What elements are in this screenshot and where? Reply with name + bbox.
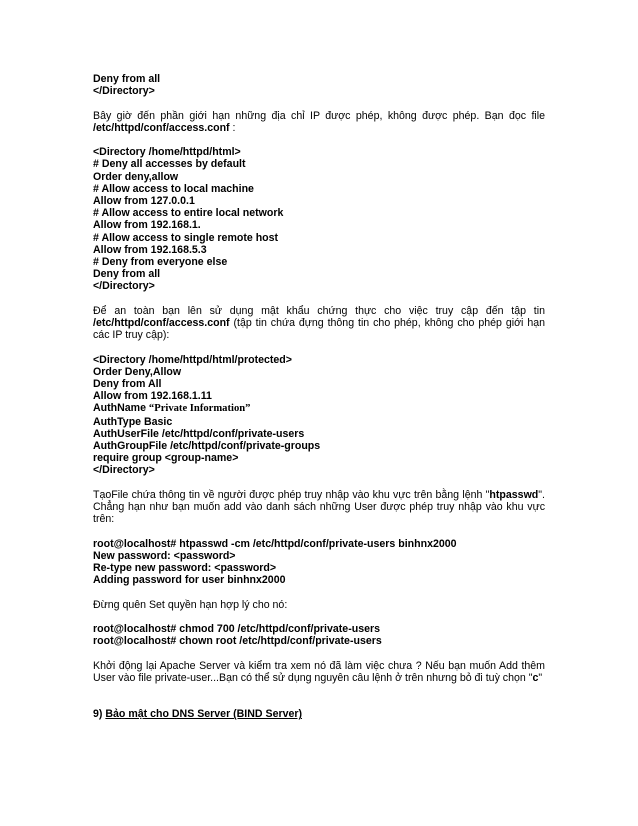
code-line: # Deny all accesses by default — [93, 158, 246, 171]
paragraph-text: Khởi động lại Apache Server và kiểm tra xem nó đã làm việc chưa ? Nếu bạn muốn Add thêm User vào file private-user...Bạn có thể sử dụng nguyên câu lệnh ở trên nhưng bỏ đi tuỳ chọn " — [93, 659, 545, 684]
section-heading — [93, 708, 545, 720]
code-line: </Directory> — [93, 464, 155, 477]
code-text: AuthName — [93, 402, 149, 415]
paragraph-text: Để an toàn bạn lên sử dụng mật khẩu chứng thực cho việc truy cập đến tập tin — [93, 304, 545, 317]
paragraph-suffix: (tập tin chứa đựng thông tin cho phép, không cho phép giới hạn các IP truy cập): — [93, 317, 545, 342]
config-block-2 — [93, 146, 545, 292]
option-flag: c — [532, 671, 539, 684]
command-block-permissions — [93, 623, 545, 647]
code-line: Allow from 192.168.5.3 — [93, 243, 207, 256]
code-line: Adding password for user binhnx2000 — [93, 574, 286, 587]
config-block-3 — [93, 354, 545, 477]
config-block-1 — [93, 73, 545, 97]
paragraph-text: TạoFile chứa thông tin về người được phép truy nhập vào khu vực trên bằng lệnh " — [93, 488, 490, 501]
code-line: Order Deny,Allow — [93, 365, 182, 378]
paragraph-password-auth — [93, 305, 545, 342]
code-line: AuthType Basic — [93, 415, 173, 428]
code-line: AuthGroupFile /etc/httpd/conf/private-groups — [93, 440, 321, 453]
paragraph-restart-apache — [93, 660, 545, 684]
code-line: Order deny,allow — [93, 170, 179, 183]
quoted-text: “Private Information” — [148, 403, 251, 415]
code-line: Allow from 192.168.1.11 — [93, 390, 212, 403]
paragraph-text: Bây giờ đến phần giới hạn những địa chỉ IP được phép, không được phép. Bạn đọc file — [93, 109, 545, 122]
code-line: root@localhost# htpasswd -cm /etc/httpd/conf/private-users binhnx2000 — [93, 537, 457, 550]
code-line: Allow from 192.168.1. — [93, 219, 201, 232]
code-line: # Allow access to local machine — [93, 182, 254, 195]
section-title: Bảo mật cho DNS Server (BIND Server) — [105, 708, 303, 721]
code-line — [93, 402, 545, 415]
code-line: </Directory> — [93, 280, 155, 293]
paragraph-access-limit — [93, 110, 545, 134]
code-line: <Directory /home/httpd/html/protected> — [93, 353, 292, 366]
code-line: # Allow access to single remote host — [93, 231, 279, 244]
code-line: <Directory /home/httpd/html> — [93, 146, 241, 159]
file-path: /etc/httpd/conf/access.conf — [93, 317, 230, 330]
code-line: require group <group-name> — [93, 452, 239, 465]
code-line: Deny from all — [93, 268, 161, 281]
code-line: </Directory> — [93, 85, 155, 98]
paragraph-suffix: ". Chẳng hạn như bạn muốn add vào danh sách những User được phép truy nhập vào khu vực trên: — [93, 488, 545, 526]
paragraph-suffix: " — [538, 671, 543, 684]
code-line: root@localhost# chown root /etc/httpd/conf/private-users — [93, 635, 382, 648]
code-line: Deny from all — [93, 73, 161, 85]
paragraph-htpasswd — [93, 489, 545, 526]
code-line: root@localhost# chmod 700 /etc/httpd/conf/private-users — [93, 623, 380, 636]
code-line: New password: <password> — [93, 549, 236, 562]
command-block-htpasswd — [93, 538, 545, 587]
command-name: htpasswd — [489, 488, 539, 501]
code-line: # Allow access to entire local network — [93, 207, 284, 220]
code-line: Deny from All — [93, 378, 162, 391]
section-number: 9) — [93, 708, 106, 721]
code-line: Allow from 127.0.0.1 — [93, 195, 195, 207]
paragraph-permissions: Đừng quên Set quyền hạn hợp lý cho nó: — [93, 598, 288, 611]
code-line: Re-type new password: <password> — [93, 562, 277, 575]
code-line: # Deny from everyone else — [93, 256, 228, 269]
code-line: AuthUserFile /etc/httpd/conf/private-users — [93, 427, 305, 440]
paragraph-suffix: : — [229, 121, 236, 134]
file-path: /etc/httpd/conf/access.conf — [93, 121, 230, 134]
document-page — [93, 73, 545, 721]
